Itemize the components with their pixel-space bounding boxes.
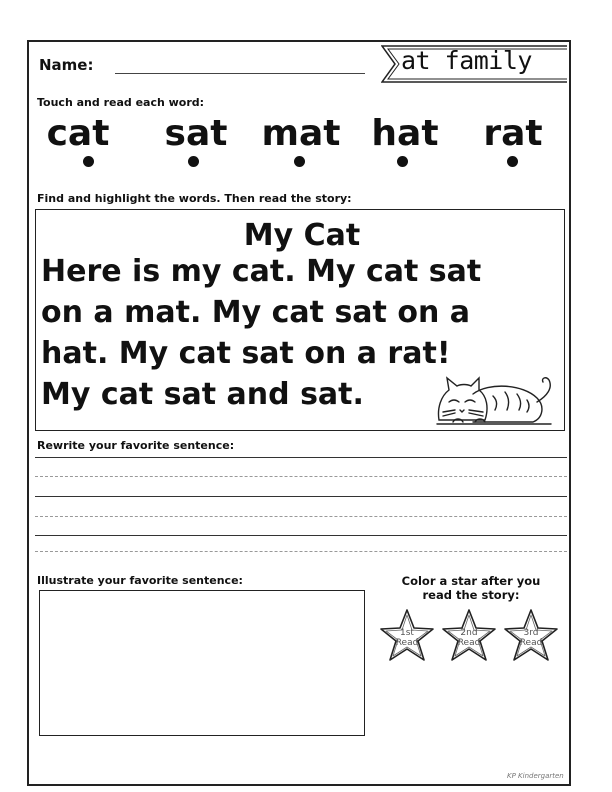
story-instruction: Find and highlight the words. Then read the story:	[37, 192, 352, 205]
star-label-2-read: Read	[457, 638, 481, 648]
rewrite-line-2-base[interactable]	[35, 535, 567, 536]
cat-illustration	[433, 372, 559, 428]
star-caption-line-1: Color a star after you	[401, 574, 541, 588]
star-label-1-ordinal: 1st	[400, 628, 414, 638]
rewrite-line-1-base[interactable]	[35, 496, 567, 497]
rewrite-line-1-mid	[35, 476, 567, 477]
word-hat: hat	[371, 113, 439, 154]
touch-dot-mat[interactable]	[294, 156, 305, 167]
star-label-3	[503, 628, 559, 648]
family-title: at family	[401, 46, 532, 75]
illustration-box[interactable]	[39, 590, 365, 736]
star-caption-line-2: read the story:	[422, 588, 520, 602]
story-line-2: on a mat. My cat sat on a	[41, 295, 470, 330]
story-line-4: My cat sat and sat.	[41, 377, 364, 412]
star-label-1-read: Read	[395, 638, 419, 648]
story-line-3: hat. My cat sat on a rat!	[41, 336, 451, 371]
star-label-2-ordinal: 2nd	[460, 628, 478, 638]
touch-dot-sat[interactable]	[188, 156, 199, 167]
star-label-2	[441, 628, 497, 648]
touch-dot-cat[interactable]	[83, 156, 94, 167]
word-sat: sat	[164, 113, 228, 154]
name-line[interactable]	[115, 73, 365, 74]
illustrate-instruction: Illustrate your favorite sentence:	[37, 574, 243, 587]
word-cat: cat	[46, 113, 110, 154]
star-caption	[379, 574, 563, 602]
story-line-1: Here is my cat. My cat sat	[41, 254, 482, 289]
rewrite-line-1-top[interactable]	[35, 457, 567, 458]
touch-dot-hat[interactable]	[397, 156, 408, 167]
rewrite-instruction: Rewrite your favorite sentence:	[37, 439, 235, 452]
rewrite-line-2-mid	[35, 516, 567, 517]
star-label-3-read: Read	[519, 638, 543, 648]
word-mat: mat	[261, 113, 341, 154]
word-rat: rat	[483, 113, 543, 154]
touch-instruction: Touch and read each word:	[37, 96, 205, 109]
story-title: My Cat	[243, 218, 361, 253]
credit-text: KP Kindergarten	[507, 772, 564, 780]
worksheet	[27, 40, 571, 786]
rewrite-line-3-top	[35, 551, 567, 552]
star-label-1	[379, 628, 435, 648]
touch-dot-rat[interactable]	[507, 156, 518, 167]
star-label-3-ordinal: 3rd	[523, 628, 539, 638]
name-label: Name:	[39, 56, 94, 74]
